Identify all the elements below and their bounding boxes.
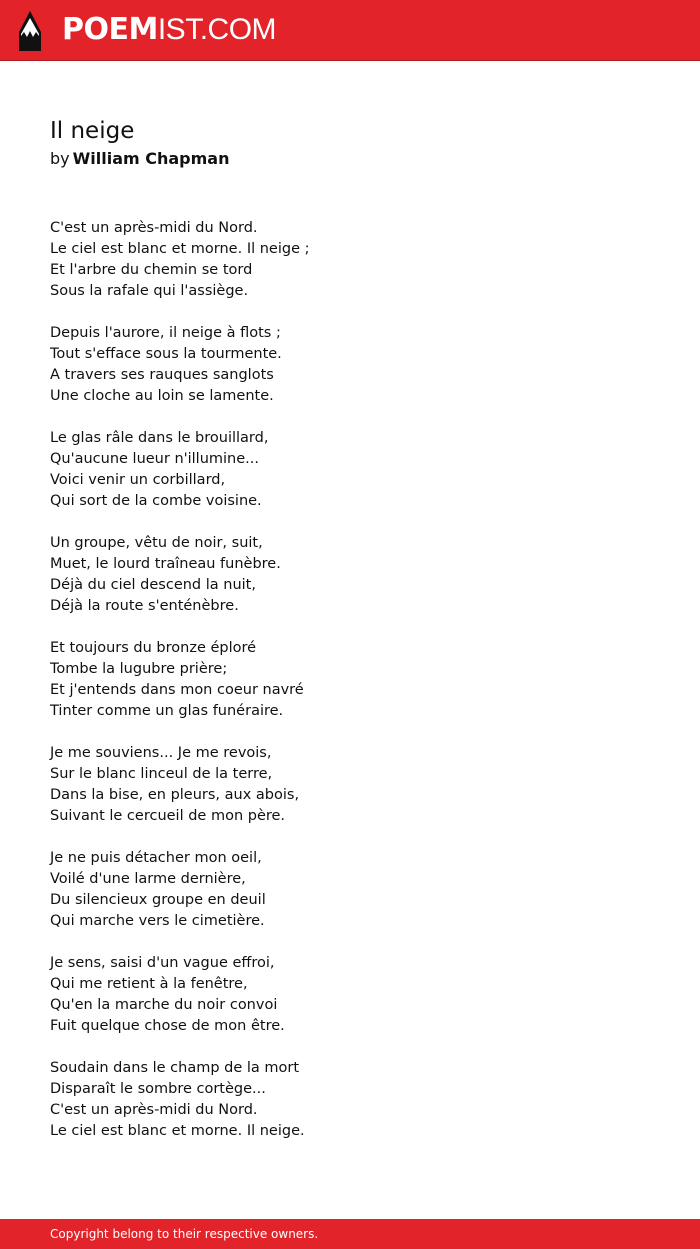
site-footer (0, 1219, 700, 1249)
poem-line: Sur le blanc linceul de la terre, (50, 766, 273, 782)
poem-line: Et j'entends dans mon coeur navré (50, 682, 304, 698)
byline (50, 148, 230, 170)
poem-line: Je ne puis détacher mon oeil, (50, 850, 262, 866)
author-name: William Chapman (72, 149, 230, 168)
logo-text-bold: POEM (62, 12, 158, 47)
poem-line: Tombe la lugubre prière; (50, 661, 228, 677)
poem-line: Soudain dans le champ de la mort (50, 1060, 300, 1076)
poem-line: C'est un après-midi du Nord. (50, 1102, 258, 1118)
poem-line: Fuit quelque chose de mon être. (50, 1018, 285, 1034)
poem-line: Qu'en la marche du noir convoi (50, 997, 278, 1013)
stanza (50, 428, 650, 512)
poem-line: Le glas râle dans le brouillard, (50, 430, 269, 446)
poem-line: Qu'aucune lueur n'illumine... (50, 451, 259, 467)
poem-line: Qui sort de la combe voisine. (50, 493, 262, 509)
poem-line: Dans la bise, en pleurs, aux abois, (50, 787, 300, 803)
poem-title: Il neige (50, 118, 135, 144)
stanza (50, 848, 650, 932)
copyright-text: Copyright belong to their respective owners. (50, 1227, 319, 1241)
poem-line: Tinter comme un glas funéraire. (50, 703, 284, 719)
poem-line: Voici venir un corbillard, (50, 472, 226, 488)
poem-line: A travers ses rauques sanglots (50, 367, 274, 383)
poem-line: Sous la rafale qui l'assiège. (50, 283, 249, 299)
poem-line: Déjà du ciel descend la nuit, (50, 577, 256, 593)
poem-line: Un groupe, vêtu de noir, suit, (50, 535, 263, 551)
poem-line: Qui marche vers le cimetière. (50, 913, 265, 929)
poem-line: C'est un après-midi du Nord. (50, 220, 258, 236)
stanza (50, 533, 650, 617)
site-logo[interactable] (62, 10, 276, 50)
poem-body (50, 218, 650, 1163)
stanza (50, 218, 650, 302)
site-header (0, 0, 700, 61)
poem-line: Tout s'efface sous la tourmente. (50, 346, 282, 362)
stanza (50, 953, 650, 1037)
byline-prefix: by (50, 149, 70, 168)
poem-line: Et l'arbre du chemin se tord (50, 262, 253, 278)
stanza (50, 638, 650, 722)
poem-line: Qui me retient à la fenêtre, (50, 976, 248, 992)
stanza (50, 743, 650, 827)
poem-line: Disparaît le sombre cortège... (50, 1081, 266, 1097)
pencil-tip-icon (17, 10, 43, 52)
poem-line: Muet, le lourd traîneau funèbre. (50, 556, 281, 572)
logo-text-light: IST.COM (157, 13, 277, 46)
poem-line: Déjà la route s'enténèbre. (50, 598, 239, 614)
poem-line: Depuis l'aurore, il neige à flots ; (50, 325, 281, 341)
poem-line: Le ciel est blanc et morne. Il neige ; (50, 241, 310, 257)
poem-line: Le ciel est blanc et morne. Il neige. (50, 1123, 305, 1139)
poem-line: Voilé d'une larme dernière, (50, 871, 246, 887)
stanza (50, 1058, 650, 1142)
poem-line: Une cloche au loin se lamente. (50, 388, 274, 404)
poem-line: Je me souviens... Je me revois, (50, 745, 272, 761)
poem-line: Et toujours du bronze éploré (50, 640, 257, 656)
poem-line: Du silencieux groupe en deuil (50, 892, 266, 908)
poem-line: Suivant le cercueil de mon père. (50, 808, 286, 824)
poem-line: Je sens, saisi d'un vague effroi, (50, 955, 275, 971)
stanza (50, 323, 650, 407)
